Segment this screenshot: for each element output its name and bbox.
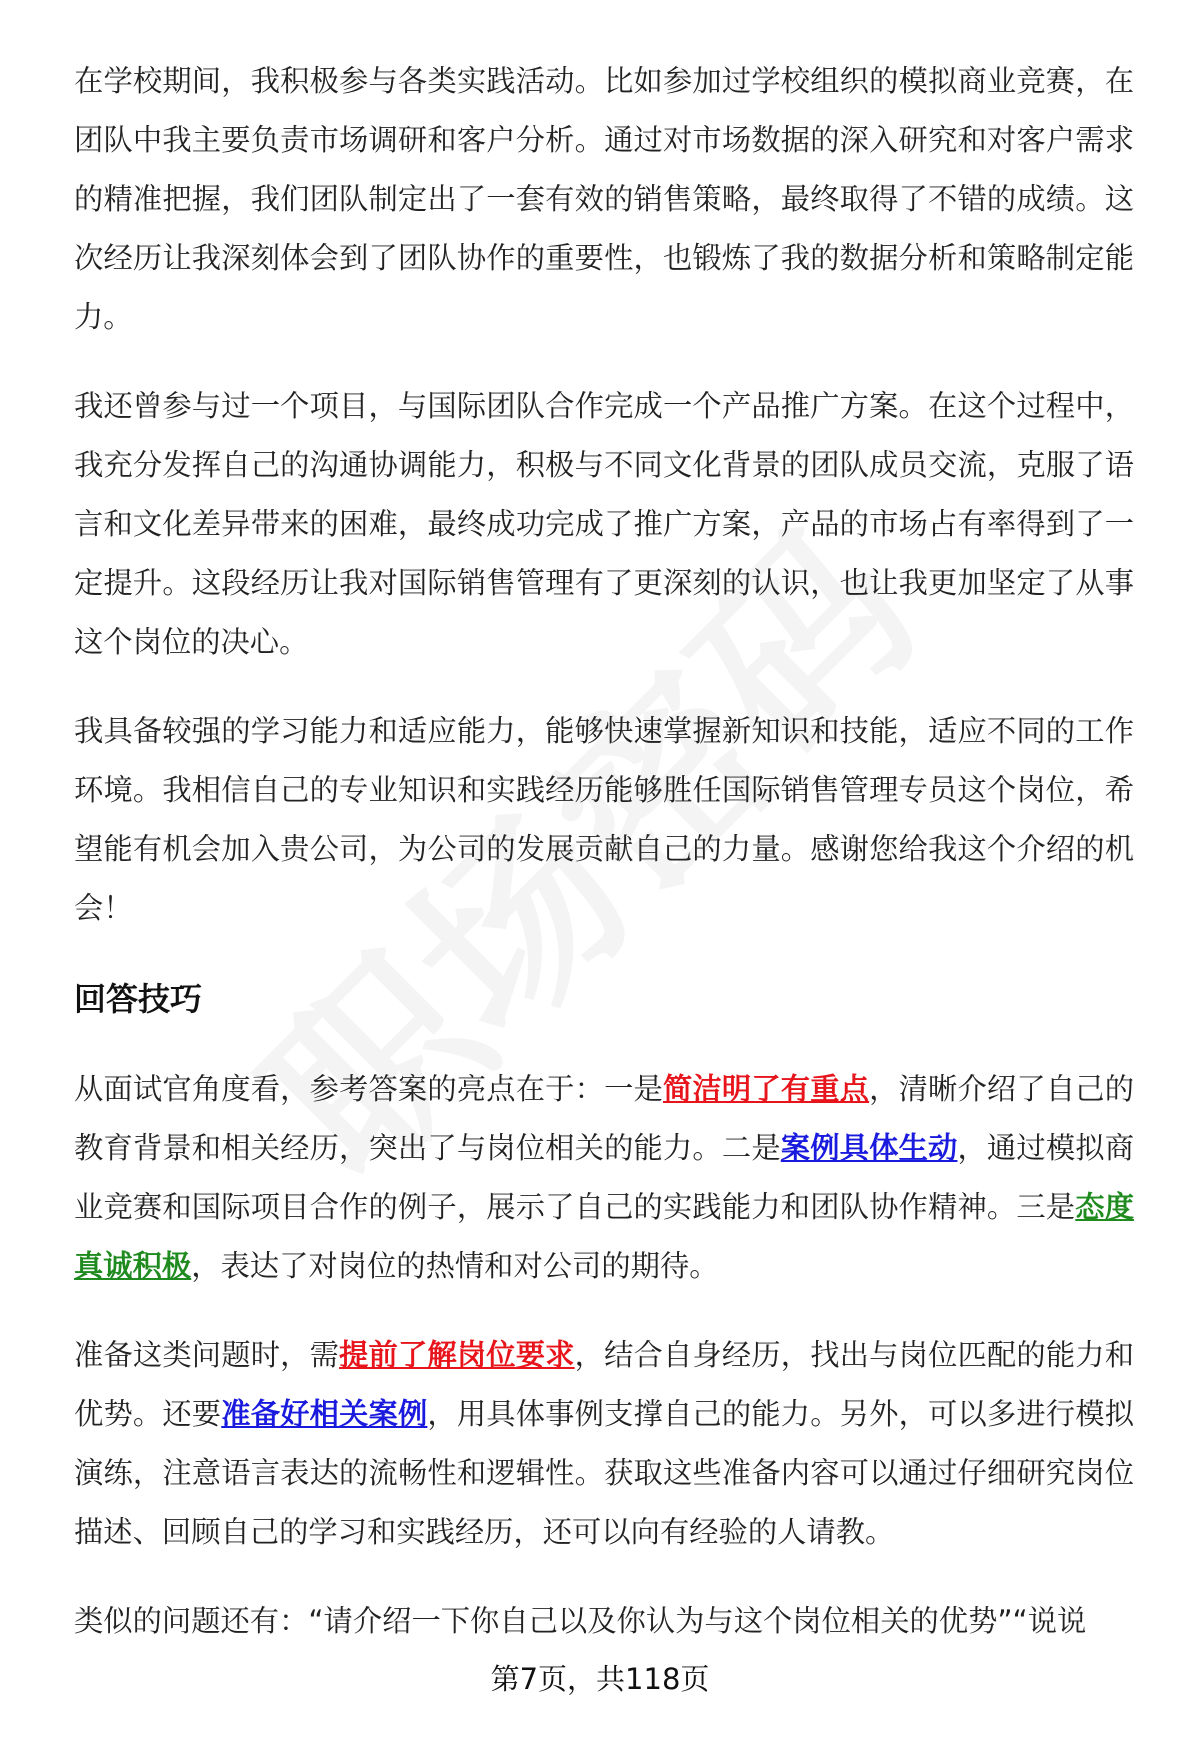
text: ，用具体事例支撑自己的能力。另外，可以多进行模拟演练，注意语言表达的流畅性和逻辑性。获取这些准备内容可以通过仔细研究岗位描述、回顾自己的学习和实践经历，还可以向有经验的人请教。 [74, 1397, 1135, 1549]
text: ，通过模拟商业竞赛和国际项目合作的例子，展示了自己的实践能力和团队协作精神。三是 [74, 1131, 1135, 1224]
paragraph-similar-questions: 类似的问题还有：“请介绍一下你自己以及你认为与这个岗位相关的优势”“说说 [74, 1604, 1087, 1638]
highlight-attitude: 态度真诚积极 [74, 1190, 1135, 1283]
text: ，清晰介绍了自己的教育背景和相关经历，突出了与岗位相关的能力。二是 [74, 1072, 1135, 1165]
paragraph-answer-tips [74, 1060, 1134, 1296]
text: 准备这类问题时，需 [74, 1338, 340, 1372]
page-number: 第7页，共118页 [490, 1662, 710, 1696]
highlight-prepare-cases: 准备好相关案例 [221, 1397, 428, 1431]
document-body [74, 52, 1134, 1681]
highlight-requirements: 提前了解岗位要求 [339, 1338, 575, 1372]
text: ，结合自身经历，找出与岗位匹配的能力和优势。还要 [74, 1338, 1135, 1431]
section-heading: 回答技巧 [74, 980, 203, 1018]
highlight-concise: 简洁明了有重点 [662, 1072, 870, 1106]
text: ，表达了对岗位的热情和对公司的期待。 [191, 1249, 719, 1283]
paragraph-closing: 我具备较强的学习能力和适应能力，能够快速掌握新知识和技能，适应不同的工作环境。我相信自己的专业知识和实践经历能够胜任国际销售管理专员这个岗位，希望能有机会加入贵公司，为公司的发展贡献自己的力量。感谢您给我这个介绍的机会！ [74, 714, 1134, 925]
highlight-cases: 案例具体生动 [780, 1131, 958, 1165]
text: 从面试官角度看，参考答案的亮点在于：一是 [74, 1072, 663, 1106]
paragraph-school-practice: 在学校期间，我积极参与各类实践活动。比如参加过学校组织的模拟商业竞赛，在团队中我主要负责市场调研和客户分析。通过对市场数据的深入研究和对客户需求的精准把握，我们团队制定出了一套有效的销售策略，最终取得了不错的成绩。这次经历让我深刻体会到了团队协作的重要性，也锻炼了我的数据分析和策略制定能力。 [74, 64, 1134, 334]
paragraph-international-project: 我还曾参与过一个项目，与国际团队合作完成一个产品推广方案。在这个过程中，我充分发挥自己的沟通协调能力，积极与不同文化背景的团队成员交流，克服了语言和文化差异带来的困难，最终成功完成了推广方案，产品的市场占有率得到了一定提升。这段经历让我对国际销售管理有了更深刻的认识，也让我更加坚定了从事这个岗位的决心。 [74, 389, 1134, 659]
paragraph-preparation [74, 1326, 1134, 1562]
